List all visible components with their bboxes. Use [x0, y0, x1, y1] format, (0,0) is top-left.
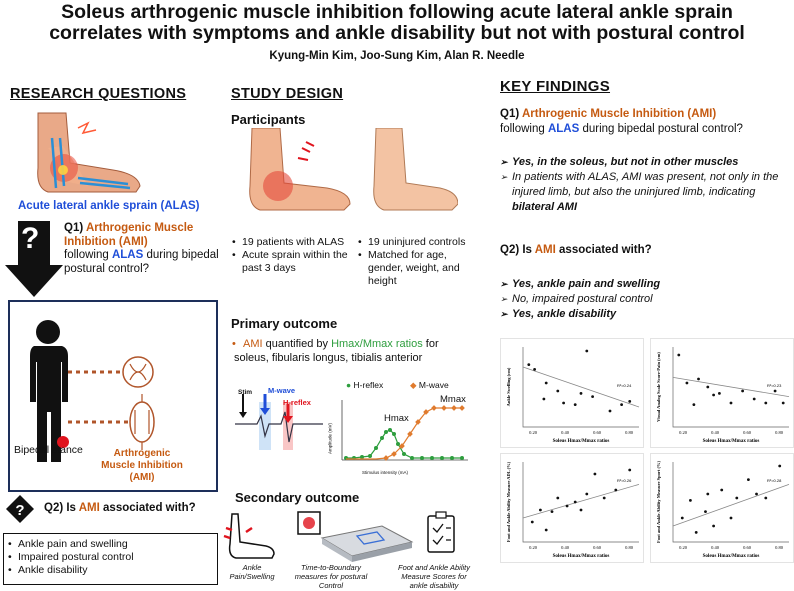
r-q2-ami: AMI: [78, 502, 100, 514]
scatter-point: [574, 403, 577, 406]
finding-a1b-bold: bilateral AMI: [512, 201, 577, 213]
key-findings-header: KEY FINDINGS: [500, 78, 611, 95]
scatter-point: [594, 473, 597, 476]
curve-y-axis-label: Amplitude (mV): [327, 423, 333, 455]
scatter-point: [591, 395, 594, 398]
mwave-label: M-wave: [268, 386, 296, 395]
y-axis-label: Ankle Swelling (cm): [506, 367, 511, 407]
legend-hreflex: [346, 380, 383, 390]
scatter-point: [609, 410, 612, 413]
scatter-point: [689, 499, 692, 502]
f-q2-ami: AMI: [534, 244, 556, 256]
y-axis-label: Foot and Ankle Ability Measure Sport (%): [656, 461, 661, 543]
regression-line: [673, 484, 789, 526]
scatter-point: [774, 390, 777, 393]
patients-list: [232, 236, 357, 275]
y-axis-label: Visual Analog Scale Score-Pain (cm): [656, 352, 661, 422]
sec-item-ttb: Time-to-Boundary measures for postural Control: [294, 563, 368, 590]
title-line-1: Soleus arthrogenic muscle inhibition following acute lateral ankle sprain: [61, 1, 733, 23]
scatter-point: [697, 378, 700, 381]
q2-item-disability: • Ankle disability: [8, 564, 213, 577]
curve-x-axis-label: Stimulus intensity (mA): [362, 470, 409, 475]
scatter-point: [764, 402, 767, 405]
scatter-point: [706, 386, 709, 389]
scatter-point: [542, 398, 545, 401]
finding-a2-pain: ➢ Yes, ankle pain and swelling: [500, 277, 792, 292]
scatter-point: [735, 497, 738, 500]
ankle-sprain-illustration: [18, 108, 158, 198]
scatter-point: [782, 402, 785, 405]
findings-a2-list: [500, 277, 792, 322]
x-tick-label: 0.80: [775, 545, 783, 550]
research-q2: [44, 502, 196, 514]
x-tick-label: 0.40: [561, 430, 569, 435]
f-q2-prefix: Q2) Is: [500, 244, 535, 256]
scatter-plot-2-canvas: [651, 339, 794, 449]
primary-ami: AMI: [243, 338, 263, 350]
scatter-point: [566, 505, 569, 508]
f-q1-rest: during bipedal postural control?: [579, 122, 743, 135]
r-q2-rest: associated with?: [99, 502, 196, 514]
scatter-point: [585, 493, 588, 496]
alas-label: Acute lateral ankle sprain (ALAS): [18, 200, 200, 212]
x-tick-label: 0.60: [593, 430, 601, 435]
sec-item-pain: Ankle Pain/Swelling: [229, 563, 275, 581]
scatter-point: [747, 478, 750, 481]
x-tick-label: 0.80: [625, 545, 633, 550]
findings-q2: [500, 244, 652, 256]
scatter-plot-3-canvas: [501, 454, 645, 564]
q1-alas: ALAS: [111, 249, 144, 261]
x-tick-label: 0.20: [679, 545, 687, 550]
r-q2-prefix: Q2) Is: [44, 502, 79, 514]
poster-title: [0, 2, 794, 44]
stim-label: Stim: [238, 389, 253, 396]
scatter-point: [755, 493, 758, 496]
stance-label: Bipedal stance: [14, 444, 83, 456]
legend-mwave-label: M-wave: [418, 380, 449, 390]
scatter-plot-3: [500, 453, 644, 563]
q1-ami: Arthrogenic Muscle Inhibition (AMI): [64, 222, 194, 248]
q2-items-box: [3, 533, 218, 585]
scatter-point: [556, 390, 559, 393]
research-q1: [64, 222, 229, 276]
f-q1-prefix: Q1): [500, 108, 522, 120]
recruitment-curve: [332, 394, 472, 470]
x-tick-label: 0.20: [529, 545, 537, 550]
scatter-point: [712, 525, 715, 528]
x-tick-label: 0.60: [743, 545, 751, 550]
scatter-point: [539, 509, 542, 512]
patients-item-2: • Acute sprain within the past 3 days: [232, 249, 357, 275]
scatter-point: [545, 382, 548, 385]
hmax-mmax: Hmax/Mmax ratios: [331, 338, 423, 350]
injured-foot-illustration: [232, 128, 352, 218]
finding-a1b: [500, 170, 792, 215]
scatter-point: [574, 501, 577, 504]
legend-mwave-marker: ◆: [410, 380, 417, 390]
scatter-point: [562, 402, 565, 405]
x-tick-label: 0.80: [625, 430, 633, 435]
scatter-point: [764, 497, 767, 500]
finding-a2-postural: ➢ No, impaired postural control: [500, 292, 792, 307]
mmax-label: Mmax: [440, 394, 466, 405]
ami-label: Arthrogenic Muscle Inhibition (AMI): [101, 448, 183, 483]
scatter-point: [753, 398, 756, 401]
research-questions-header: RESEARCH QUESTIONS: [10, 86, 187, 102]
scatter-point: [531, 521, 534, 524]
scatter-point: [585, 350, 588, 353]
scatter-point: [692, 403, 695, 406]
scatter-point: [614, 489, 617, 492]
scatter-point: [628, 400, 631, 403]
scatter-point: [706, 493, 709, 496]
x-axis-label: Soleus Hmax/Mmax ratios: [552, 439, 610, 444]
scatter-point: [545, 529, 548, 532]
scatter-point: [551, 510, 554, 513]
x-axis-label: Soleus Hmax/Mmax ratios: [552, 554, 610, 559]
scatter-point: [677, 354, 680, 357]
controls-item-1: • 19 uninjured controls: [358, 236, 466, 249]
f-q1-alas: ALAS: [547, 122, 580, 135]
quantified-by: quantified by: [262, 338, 332, 350]
scatter-plot-1: [500, 338, 644, 448]
q2-item-pain: • Ankle pain and swelling: [8, 538, 213, 551]
legend-hreflex-label: H-reflex: [353, 380, 384, 390]
scatter-point: [730, 402, 733, 405]
hmax-label: Hmax: [384, 413, 409, 424]
x-tick-label: 0.80: [775, 430, 783, 435]
scatter-point: [712, 394, 715, 397]
x-tick-label: 0.40: [711, 545, 719, 550]
legend-hreflex-marker: ●: [346, 380, 352, 390]
q2-item-postural: • Impaired postural control: [8, 551, 213, 564]
x-axis-label: Soleus Hmax/Mmax ratios: [702, 554, 760, 559]
scatter-plot-4-canvas: [651, 454, 794, 564]
finding-a1b-text: In patients with ALAS, AMI was present, not only in the injured limb, but also the uninjured limb, indicating: [512, 171, 779, 198]
sec-item-faam: Foot and Ankle Ability Measure Scores for ankle disability: [398, 563, 470, 590]
scatter-point: [580, 392, 583, 395]
y-axis-label: Foot and Ankle Ability Measure ADL (%): [506, 461, 511, 543]
scatter-point: [695, 531, 698, 534]
findings-a1-list: [500, 155, 792, 215]
x-tick-label: 0.40: [711, 430, 719, 435]
plot-axes: [673, 462, 789, 542]
r-squared-label: R²=0.28: [767, 478, 782, 483]
authors: Kyung-Min Kim, Joo-Sung Kim, Alan R. Needle: [269, 50, 525, 62]
scatter-point: [628, 469, 631, 472]
x-tick-label: 0.20: [529, 430, 537, 435]
x-tick-label: 0.40: [561, 545, 569, 550]
scatter-plot-2: [650, 338, 794, 448]
svg-text:?: ?: [15, 502, 25, 519]
title-line-2: correlates with symptoms and ankle disability but not with postural control: [49, 22, 745, 44]
scatter-point: [718, 392, 721, 395]
controls-list: [358, 236, 466, 288]
r-squared-label: R²=0.26: [617, 478, 632, 483]
hreflex-label: H-reflex: [283, 398, 311, 407]
scatter-point: [741, 390, 744, 393]
r-squared-label: R²=0.23: [767, 383, 782, 388]
scatter-point: [730, 517, 733, 520]
scatter-point: [620, 403, 623, 406]
regression-line: [523, 484, 639, 518]
scatter-point: [580, 509, 583, 512]
scatter-point: [720, 489, 723, 492]
q1-rest: during bipedal postural control?: [64, 249, 219, 275]
scatter-point: [704, 510, 707, 513]
scatter-point: [778, 465, 781, 468]
x-tick-label: 0.60: [593, 545, 601, 550]
scatter-point: [686, 382, 689, 385]
x-tick-label: 0.20: [679, 430, 687, 435]
question-mark-icon: ?: [21, 222, 40, 255]
controls-item-2: • Matched for age, gender, weight, and height: [358, 249, 466, 288]
q1-prefix: Q1): [64, 222, 86, 234]
q1-following: following: [64, 249, 112, 261]
healthy-foot-illustration: [358, 128, 458, 218]
finding-a2-disability: ➢ Yes, ankle disability: [500, 307, 792, 322]
finding-a1: ➢ Yes, in the soleus, but not in other muscles: [500, 155, 792, 170]
muscle-list: for soleus, fibularis longus, tibialis anterior: [234, 338, 439, 364]
f-q2-rest: associated with?: [555, 244, 652, 256]
secondary-outcome-header: Secondary outcome: [235, 490, 360, 505]
findings-q1: [500, 107, 790, 136]
f-q1-following: following: [500, 122, 548, 135]
patients-item-1: • 19 patients with ALAS: [232, 236, 357, 249]
scatter-point: [533, 368, 536, 371]
primary-outcome-header: Primary outcome: [231, 316, 338, 331]
scatter-plot-4: [650, 453, 794, 563]
r-squared-label: R²=0.24: [617, 383, 632, 388]
f-q1-ami: Arthrogenic Muscle Inhibition (AMI): [521, 108, 717, 120]
scatter-point: [556, 497, 559, 500]
x-axis-label: Soleus Hmax/Mmax ratios: [702, 439, 760, 444]
scatter-plot-1-canvas: [501, 339, 645, 449]
primary-outcome-text: • AMI quantified by Hmax/Mmax ratios for soleus, fibularis longus, tibialis anterior: [232, 338, 439, 364]
legend-mwave: [410, 380, 449, 391]
plot-axes: [523, 462, 639, 542]
x-tick-label: 0.60: [743, 430, 751, 435]
scatter-point: [681, 517, 684, 520]
secondary-outcome-icons: [222, 508, 470, 562]
scatter-point: [527, 363, 530, 366]
participants-header: Participants: [231, 112, 306, 127]
diamond-question-icon: [6, 495, 34, 525]
scatter-point: [603, 497, 606, 500]
study-design-header: STUDY DESIGN: [231, 86, 344, 102]
